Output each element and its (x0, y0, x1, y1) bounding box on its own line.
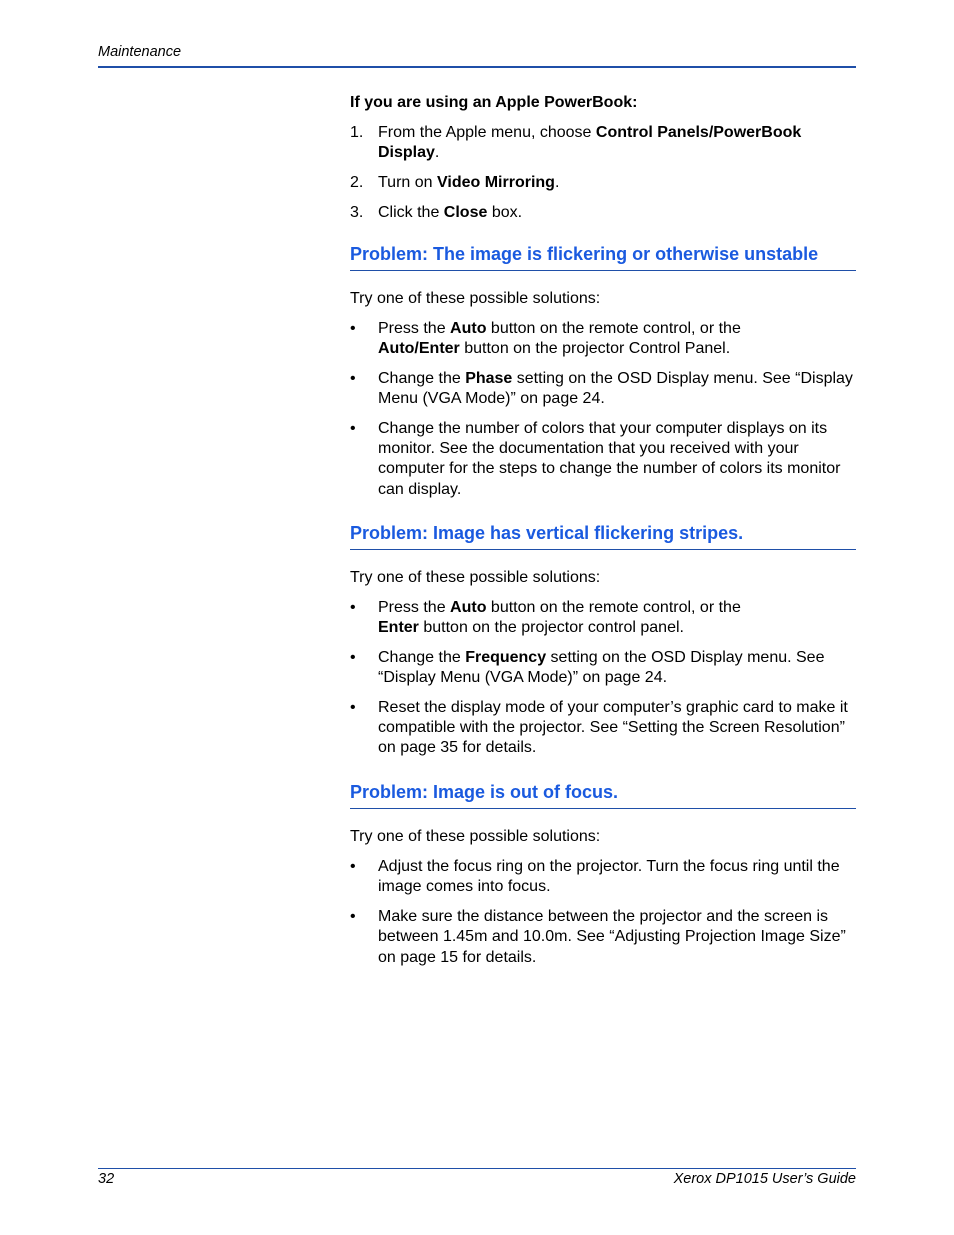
solution-text: setting on the OSD Display menu. See “Display Menu (VGA Mode)” on page 24. (378, 370, 853, 408)
problem-section-stripes (350, 521, 856, 768)
solution-item (350, 419, 856, 500)
section-heading: Problem: Image has vertical flickering stripes. (350, 521, 856, 550)
step-item (350, 123, 856, 163)
solution-text: Reset the display mode of your computer’s graphic card to make it compatible with the projector. See “Setting the Screen Resolution” on page 35 for details. (378, 699, 848, 757)
step-number: 1. (350, 124, 364, 142)
step-item (350, 203, 856, 223)
bullet: • (350, 370, 356, 388)
section-heading: Problem: The image is flickering or otherwise unstable (350, 242, 856, 271)
section-intro: Try one of these possible solutions: (350, 290, 601, 307)
bullet: • (350, 599, 356, 617)
solution-bold: Auto (450, 320, 487, 338)
header-rule (98, 66, 856, 68)
section-intro: Try one of these possible solutions: (350, 828, 601, 845)
solution-list (350, 598, 856, 758)
solution-item (350, 598, 856, 638)
solution-text: Adjust the focus ring on the projector. Turn the focus ring until the image comes into focus. (378, 858, 840, 896)
bullet: • (350, 649, 356, 667)
solution-bold: Frequency (465, 649, 547, 667)
step-text: Click the (378, 203, 444, 221)
solution-item (350, 907, 856, 968)
step-item (350, 173, 856, 193)
problem-section-focus (350, 780, 856, 977)
solution-text: setting on the OSD Display menu. See “Display Menu (VGA Mode)” on page 24. (378, 649, 825, 687)
step-text: From the Apple menu, choose (378, 124, 596, 142)
running-header: Maintenance (98, 44, 182, 60)
solution-text: Change the (378, 649, 466, 667)
solution-item (350, 319, 856, 359)
step-bold: Video Mirroring (437, 174, 555, 192)
solution-text: Change the (378, 370, 466, 388)
step-number: 2. (350, 174, 364, 192)
solution-text: Press the (378, 599, 451, 617)
solution-item (350, 369, 856, 409)
solution-text: button on the remote control, or the (486, 599, 741, 617)
bullet: • (350, 699, 356, 717)
solution-item (350, 857, 856, 897)
solution-text: button on the projector Control Panel. (459, 340, 731, 358)
solution-item (350, 648, 856, 688)
step-text: . (434, 144, 440, 162)
page-number: 32 (98, 1171, 115, 1187)
solution-text: button on the remote control, or the (486, 320, 741, 338)
solution-text: Make sure the distance between the projector and the screen is between 1.45m and 10.0m. See “Adjusting Projection Image Size” on page 15 for details. (378, 908, 846, 966)
solution-list (350, 857, 856, 968)
bullet: • (350, 858, 356, 876)
step-bold: Control Panels/PowerBook Display (378, 124, 802, 162)
powerbook-block (350, 93, 856, 233)
solution-list (350, 319, 856, 500)
section-heading: Problem: Image is out of focus. (350, 780, 856, 809)
step-text: Turn on (378, 174, 437, 192)
powerbook-heading: If you are using an Apple PowerBook: (350, 94, 638, 111)
solution-bold: Phase (465, 370, 513, 388)
bullet: • (350, 320, 356, 338)
section-intro: Try one of these possible solutions: (350, 569, 601, 586)
guide-title: Xerox DP1015 User’s Guide (673, 1171, 856, 1187)
solution-text: button on the projector control panel. (418, 619, 684, 637)
step-text: box. (487, 203, 523, 221)
bullet: • (350, 908, 356, 926)
footer-rule (98, 1168, 856, 1169)
step-number: 3. (350, 203, 364, 221)
powerbook-steps (350, 123, 856, 223)
problem-section-flickering (350, 242, 856, 509)
solution-text: Press the (378, 320, 451, 338)
step-text: . (554, 174, 560, 192)
solution-bold: Auto (450, 599, 487, 617)
bullet: • (350, 420, 356, 438)
solution-text: Change the number of colors that your computer displays on its monitor. See the documentation that you received with your computer for the steps to change the number of colors its monitor can display. (378, 420, 841, 498)
solution-bold: Enter (378, 619, 419, 637)
solution-bold: Auto/Enter (378, 340, 460, 358)
solution-item (350, 698, 856, 759)
step-bold: Close (443, 203, 488, 221)
